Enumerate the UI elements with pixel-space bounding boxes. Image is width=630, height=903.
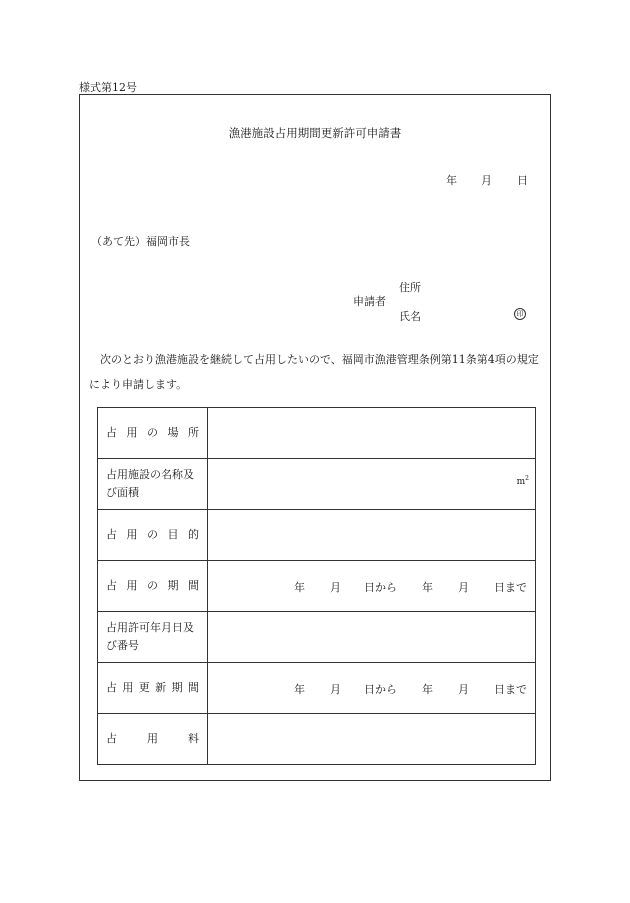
period-end-day: 日まで <box>494 581 527 594</box>
value-location[interactable] <box>208 408 536 459</box>
renewal-start-month: 月 <box>330 683 341 696</box>
period-end-month: 月 <box>458 581 469 594</box>
applicant-label: 申請者 <box>353 295 386 308</box>
label-permit-date-number: 占用許可年月日及び番号 <box>98 612 208 663</box>
label-fee: 占 用 料 <box>98 714 208 765</box>
body-text: 次のとおり漁港施設を継続して占用したいので、福岡市漁港管理条例第11条第4項の規定により申請します。 <box>89 353 539 391</box>
label-renewal-period: 占 用 更 新 期 間 <box>98 663 208 714</box>
value-renewal-period[interactable] <box>208 663 536 714</box>
value-purpose[interactable] <box>208 510 536 561</box>
label-period: 占 用 の 期 間 <box>98 561 208 612</box>
addressee: （あて先）福岡市長 <box>91 235 190 248</box>
row-facility-name-area <box>98 459 536 510</box>
row-period <box>98 561 536 612</box>
row-permit-date-number <box>98 612 536 663</box>
period-start-day: 日から <box>364 581 397 594</box>
period-end-year: 年 <box>422 581 433 594</box>
address-label: 住所 <box>399 281 421 294</box>
renewal-end-day: 日まで <box>494 683 527 696</box>
square-meter-unit: $m^2$ <box>516 475 529 487</box>
row-fee <box>98 714 536 765</box>
renewal-start-year: 年 <box>294 683 305 696</box>
date-day-label: 日 <box>517 174 528 187</box>
value-facility-name-area[interactable] <box>208 459 536 510</box>
value-permit-date-number[interactable] <box>208 612 536 663</box>
row-renewal-period <box>98 663 536 714</box>
period-start-year: 年 <box>294 581 305 594</box>
renewal-end-month: 月 <box>458 683 469 696</box>
row-purpose <box>98 510 536 561</box>
application-table <box>97 407 536 765</box>
label-location: 占 用 の 場 所 <box>98 408 208 459</box>
renewal-end-year: 年 <box>422 683 433 696</box>
period-start-month: 月 <box>330 581 341 594</box>
seal-mark: 印 <box>514 308 526 320</box>
date-year-label: 年 <box>446 174 457 187</box>
renewal-start-day: 日から <box>364 683 397 696</box>
date-month-label: 月 <box>481 174 492 187</box>
name-label: 氏名 <box>399 310 421 323</box>
row-location <box>98 408 536 459</box>
form-title: 漁港施設占用期間更新許可申請書 <box>228 126 402 140</box>
form-number: 様式第12号 <box>79 81 137 94</box>
value-fee[interactable] <box>208 714 536 765</box>
label-purpose: 占 用 の 目 的 <box>98 510 208 561</box>
label-facility-name-area: 占用施設の名称及び面積 <box>98 459 208 510</box>
application-form <box>79 94 551 781</box>
value-period[interactable] <box>208 561 536 612</box>
